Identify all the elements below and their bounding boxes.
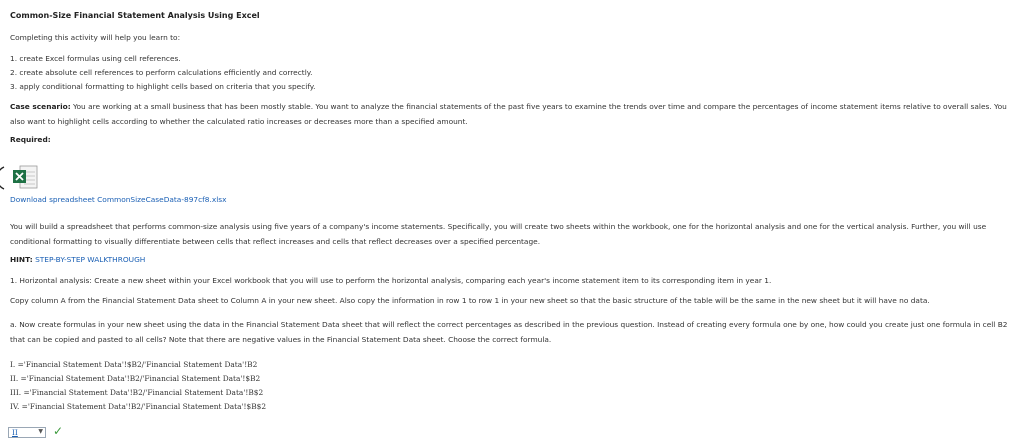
build-instructions: You will build a spreadsheet that performs common-size analysis using five years of a company's income statements. Specifically, you will create two sheets within the workbook, one for the horizontal analysis and one for the vertical analysis. Further, you will use conditional formatting to visually differentiate between cells that reflect increases and cells that reflect decreases over a specified percentage. [10, 222, 987, 246]
page-title: Common-Size Financial Statement Analysis Using Excel [10, 11, 260, 20]
option-2: II. ='Financial Statement Data'!B2/'Financial Statement Data'!$B2 [10, 374, 261, 383]
option-1: I. ='Financial Statement Data'!$B2/'Financial Statement Data'!B2 [10, 360, 258, 369]
option-4: IV. ='Financial Statement Data'!B2/'Financial Statement Data'!$B$2 [10, 402, 267, 411]
case-scenario-text: You are working at a small business that has been mostly stable. You want to analyze the financial statements of the past five years to examine the trends over time and compare the percentages of income statement items relative to overall sales. You also want to highlight cells according to whether the calculated ratio increases or decreases more than a specified amount. [10, 102, 1007, 126]
download-spreadsheet-link[interactable]: Download spreadsheet CommonSizeCaseData-897cf8.xlsx [10, 195, 227, 204]
dropdown-arrow-icon: ▼ [38, 428, 43, 435]
objective-3: 3. apply conditional formatting to highlight cells based on criteria that you specify. [10, 82, 316, 91]
answer-select[interactable] [8, 427, 46, 438]
copy-instructions: Copy column A from the Financial Statement Data sheet to Column A in your new sheet. Also copy the information in row 1 to row 1 in your new sheet so that the basic structure of the table will be the same in the new sheet but it will have no data. [10, 296, 930, 305]
objective-1: 1. create Excel formulas using cell references. [10, 54, 181, 63]
case-scenario [10, 99, 1015, 129]
walkthrough-link[interactable]: STEP-BY-STEP WALKTHROUGH [35, 255, 146, 264]
required-label: Required: [10, 135, 51, 144]
hint-row [10, 255, 145, 264]
excel-file-icon[interactable] [0, 164, 40, 192]
answer-selected-value: II [12, 428, 18, 437]
objective-2: 2. create absolute cell references to perform calculations efficiently and correctly. [10, 68, 313, 77]
case-scenario-label: Case scenario: [10, 102, 71, 111]
option-3: III. ='Financial Statement Data'!B2/'Financial Statement Data'!B$2 [10, 388, 264, 397]
step-1-text: 1. Horizontal analysis: Create a new sheet within your Excel workbook that you will use to perform the horizontal analysis, comparing each year's income statement item to its corresponding item in year 1. [10, 276, 772, 285]
intro-text: Completing this activity will help you learn to: [10, 33, 181, 42]
hint-label: HINT: [10, 255, 33, 264]
checkmark-icon: ✓ [53, 424, 64, 438]
question-a: a. Now create formulas in your new sheet using the data in the Financial Statement Data sheet that will reflect the correct percentages as described in the previous question. Instead of creating every formula one by one, how could you create just one formula in cell B2 that can be copied and pasted to all cells? Note that there are negative values in the Financial Statement Data sheet. Choose the correct formula. [10, 320, 1008, 344]
